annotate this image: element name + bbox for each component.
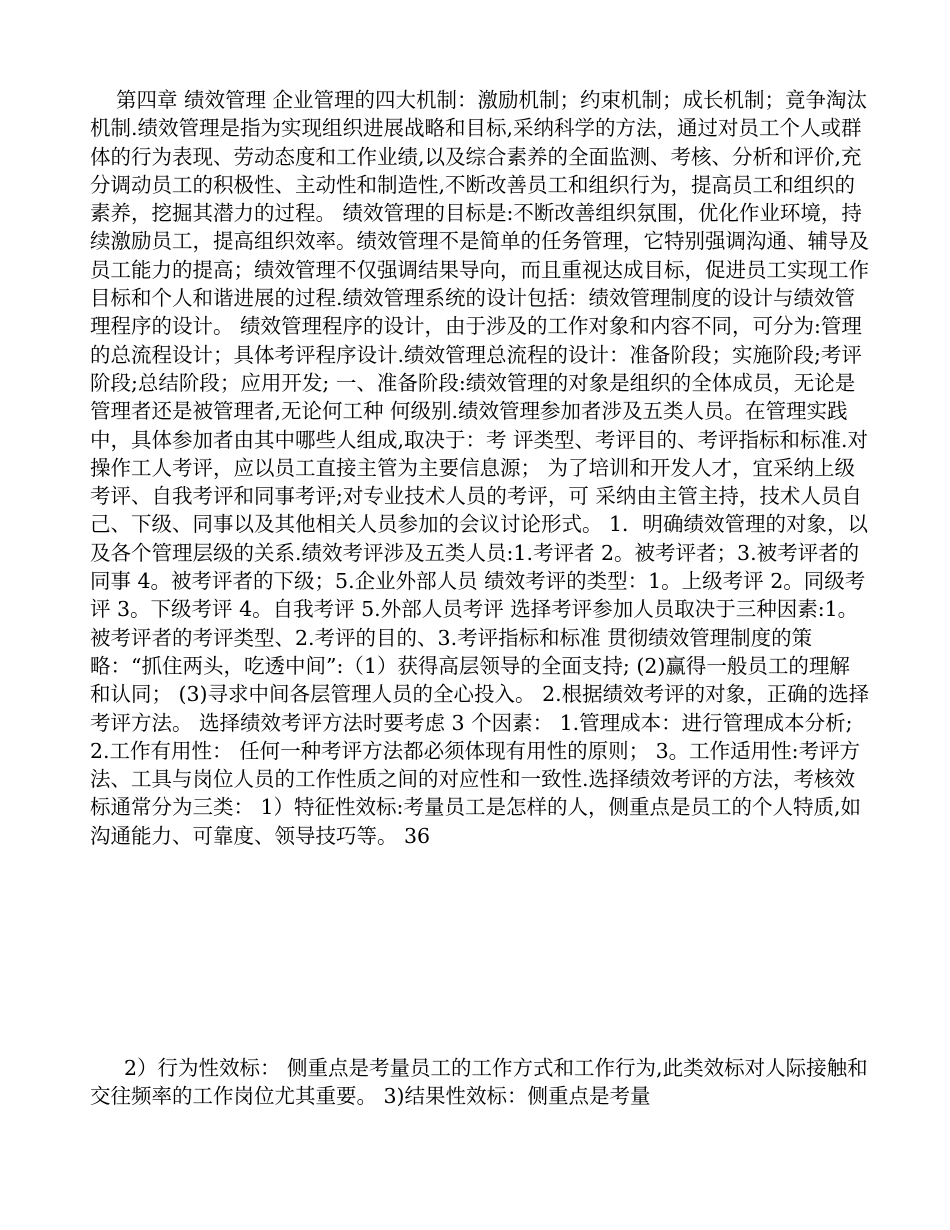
body-paragraph: 2）行为性效标： 侧重点是考量员工的工作方式和工作行为,此类效标对人际接触和交往频率的工作岗位尤其重要。 3)结果性效标：侧重点是考量: [90, 1056, 868, 1109]
body-paragraph: 第四章 绩效管理 企业管理的四大机制：激励机制；约束机制；成长机制；竟争淘汰机制.绩效管理是指为实现组织进展战略和目标,采纳科学的方法，通过对员工个人或群体的行为表现、劳动态度和工作业绩,以及综合素养的全面监测、考核、分析和评价,充分调动员工的积极性、主动性和制造性,不断改善员工和组织行为，提高员工和组织的素养，挖掘其潜力的过程。 绩效管理的目标是:不断改善组织氛围，优化作业环境，持续激励员工，提高组织效率。绩效管理不是简单的任务管理，它特别强调沟通、辅导及员工能力的提高；绩效管理不仅强调结果导向，而且重视达成目标，促进员工实现工作目标和个人和谐进展的过程.绩效管理系统的设计包括：绩效管理制度的设计与绩效管理程序的设计。 绩效管理程序的设计，由于涉及的工作对象和内容不同，可分为:管理的总流程设计；具体考评程序设计.绩效管理总流程的设计：准备阶段；实施阶段;考评阶段;总结阶段；应用开发; 一、准备阶段:绩效管理的对象是组织的全体成员，无论是管理者还是被管理者,无论何工种 何级别.绩效管理参加者涉及五类人员。在管理实践中，具体参加者由其中哪些人组成,取决于：考 评类型、考评目的、考评指标和标准.对操作工人考评，应以员工直接主管为主要信息源； 为了培训和开发人才，宜采纳上级考评、自我考评和同事考评;对专业技术人员的考评，可 采纳由主管主持，技术人员自己、下级、同事以及其他相关人员参加的会议讨论形式。 1．明确绩效管理的对象，以及各个管理层级的关系.绩效考评涉及五类人员:1.考评者 2。被考评者；3.被考评者的同事 4。被考评者的下级；5.企业外部人员 绩效考评的类型：1。上级考评 2。同级考评 3。下级考评 4。自我考评 5.外部人员考评 选择考评参加人员取决于三种因素:1。被考评者的考评类型、2.考评的目的、3.考评指标和标准 贯彻绩效管理制度的策略：“抓住两头，吃透中间”:（1）获得高层领导的全面支持; (2)赢得一般员工的理解和认同； (3)寻求中间各层管理人员的全心投入。 2.根据绩效考评的对象，正确的选择考评方法。 选择绩效考评方法时要考虑 3 个因素： 1.管理成本：进行管理成本分析; 2.工作有用性： 任何一种考评方法都必须体现有用性的原则； 3。工作适用性:考评方法、工具与岗位人员的工作性质之间的对应性和一致性.选择绩效考评的方法，考核效标通常分为三类： 1）特征性效标:考量员工是怎样的人，侧重点是员工的个人特质,如沟通能力、可靠度、领导技巧等。 36: [90, 88, 870, 848]
